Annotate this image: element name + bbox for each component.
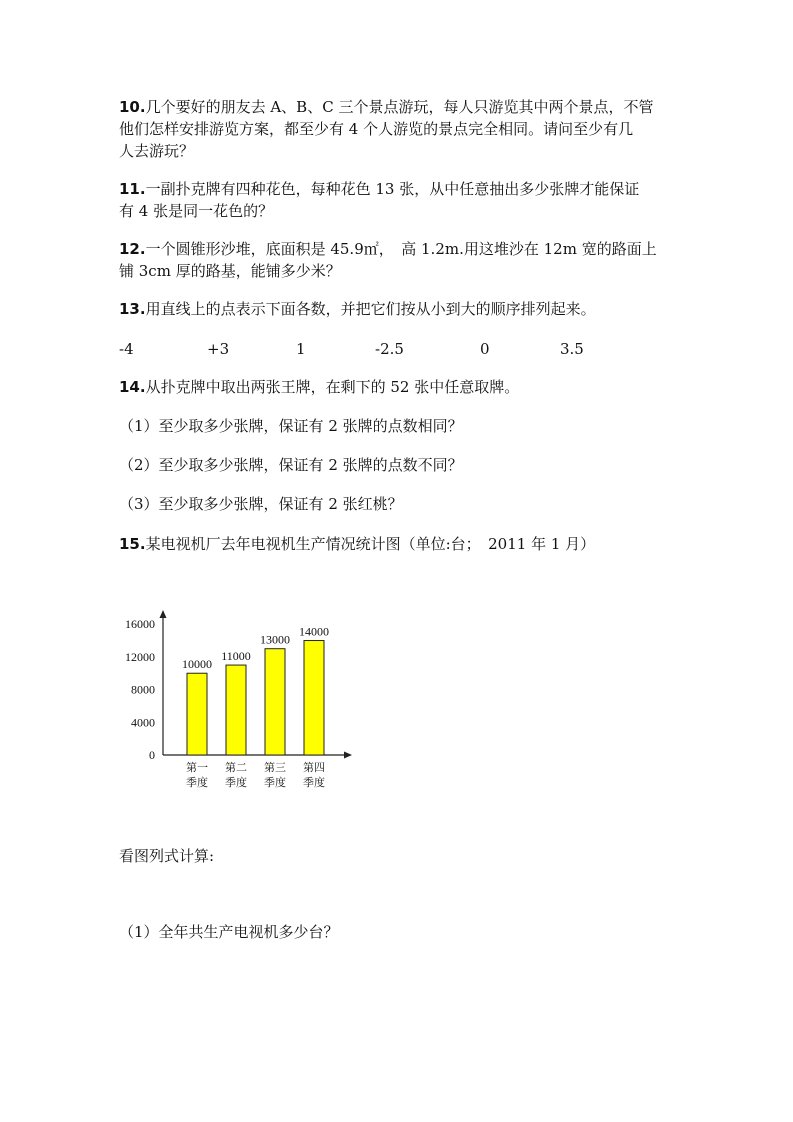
q13-number-item: 0	[480, 340, 490, 358]
q13-text-1: 用直线上的点表示下面各数，并把它们按从小到大的顺序排列起来。	[145, 300, 596, 318]
q10-text-3: 人去游玩？	[119, 142, 195, 160]
q14-sub-3: （3）至少取多少张牌，保证有 2 张红桃？	[119, 495, 403, 513]
q13-number-item: 3.5	[560, 340, 584, 358]
q14-sub-2: （2）至少取多少张牌，保证有 2 张牌的点数不同？	[119, 456, 463, 474]
bar-value-label: 11000	[221, 649, 251, 664]
category-label: 第三	[264, 762, 286, 774]
q10-text-1: 几个要好的朋友去 A、B、C 三个景点游玩，每人只游览其中两个景点，不管	[145, 98, 654, 116]
q15-line-1	[119, 533, 595, 555]
bar	[226, 665, 246, 755]
bar-value-label: 14000	[299, 624, 329, 639]
q15-number: 15.	[119, 535, 146, 553]
q11-text-1: 一副扑克牌有四种花色，每种花色 13 张，从中任意抽出多少张牌才能保证	[145, 180, 640, 198]
category-label: 第四	[303, 762, 325, 774]
bar	[304, 641, 324, 755]
q14-text-1: 从扑克牌中取出两张王牌，在剩下的 52 张中任意取牌。	[145, 378, 520, 396]
y-tick-label: 4000	[131, 715, 155, 730]
x-axis-arrow	[344, 752, 352, 759]
q11-line-1	[119, 178, 639, 200]
category-label: 季度	[225, 777, 247, 789]
q15-prompt: 看图列式计算:	[119, 847, 215, 865]
category-label: 季度	[186, 777, 208, 789]
q12-text-1: 一个圆锥形沙堆，底面积是 45.9㎡， 高 1.2m.用这堆沙在 12m 宽的路面上	[145, 240, 657, 258]
bar	[187, 673, 207, 755]
q14-sub-1: （1）至少取多少张牌，保证有 2 张牌的点数相同？	[119, 417, 463, 435]
q13-number-item: -2.5	[375, 340, 404, 358]
y-tick-label: 8000	[131, 682, 155, 697]
q10-line-1	[119, 96, 653, 118]
q10-number: 10.	[119, 98, 146, 116]
q15-text-1: 某电视机厂去年电视机生产情况统计图（单位:台； 2011 年 1 月）	[145, 535, 596, 553]
bar-value-label: 13000	[260, 632, 290, 647]
y-axis-arrow	[160, 610, 167, 618]
category-label: 第一	[186, 762, 208, 774]
q13-number-item: +3	[207, 340, 230, 358]
bar	[265, 649, 285, 755]
q13-line-1	[119, 298, 596, 320]
q12-text-2: 铺 3cm 厚的路基，能铺多少米？	[119, 262, 341, 280]
q13-number-item: -4	[119, 340, 134, 358]
q15-sub-1: （1）全年共生产电视机多少台？	[119, 923, 339, 941]
y-tick-label: 16000	[125, 617, 155, 632]
q13-number-list	[0, 338, 793, 360]
q12-line-1	[119, 238, 657, 260]
q13-number: 13.	[119, 300, 146, 318]
q10-text-2: 他们怎样安排游览方案，都至少有 4 个人游览的景点完全相同。请问至少有几	[119, 120, 634, 138]
q13-number-item: 1	[296, 340, 306, 358]
category-label: 季度	[303, 777, 325, 789]
category-label: 第二	[225, 762, 247, 774]
q12-number: 12.	[119, 240, 146, 258]
q11-text-2: 有 4 张是同一花色的？	[119, 202, 274, 220]
category-label: 季度	[264, 777, 286, 789]
y-tick-label: 12000	[125, 649, 155, 664]
q14-number: 14.	[119, 378, 146, 396]
y-tick-label: 0	[149, 748, 155, 762]
q14-line-1	[119, 376, 519, 398]
q11-number: 11.	[119, 180, 146, 198]
bar-value-label: 10000	[182, 657, 212, 672]
bar-chart	[125, 600, 360, 800]
